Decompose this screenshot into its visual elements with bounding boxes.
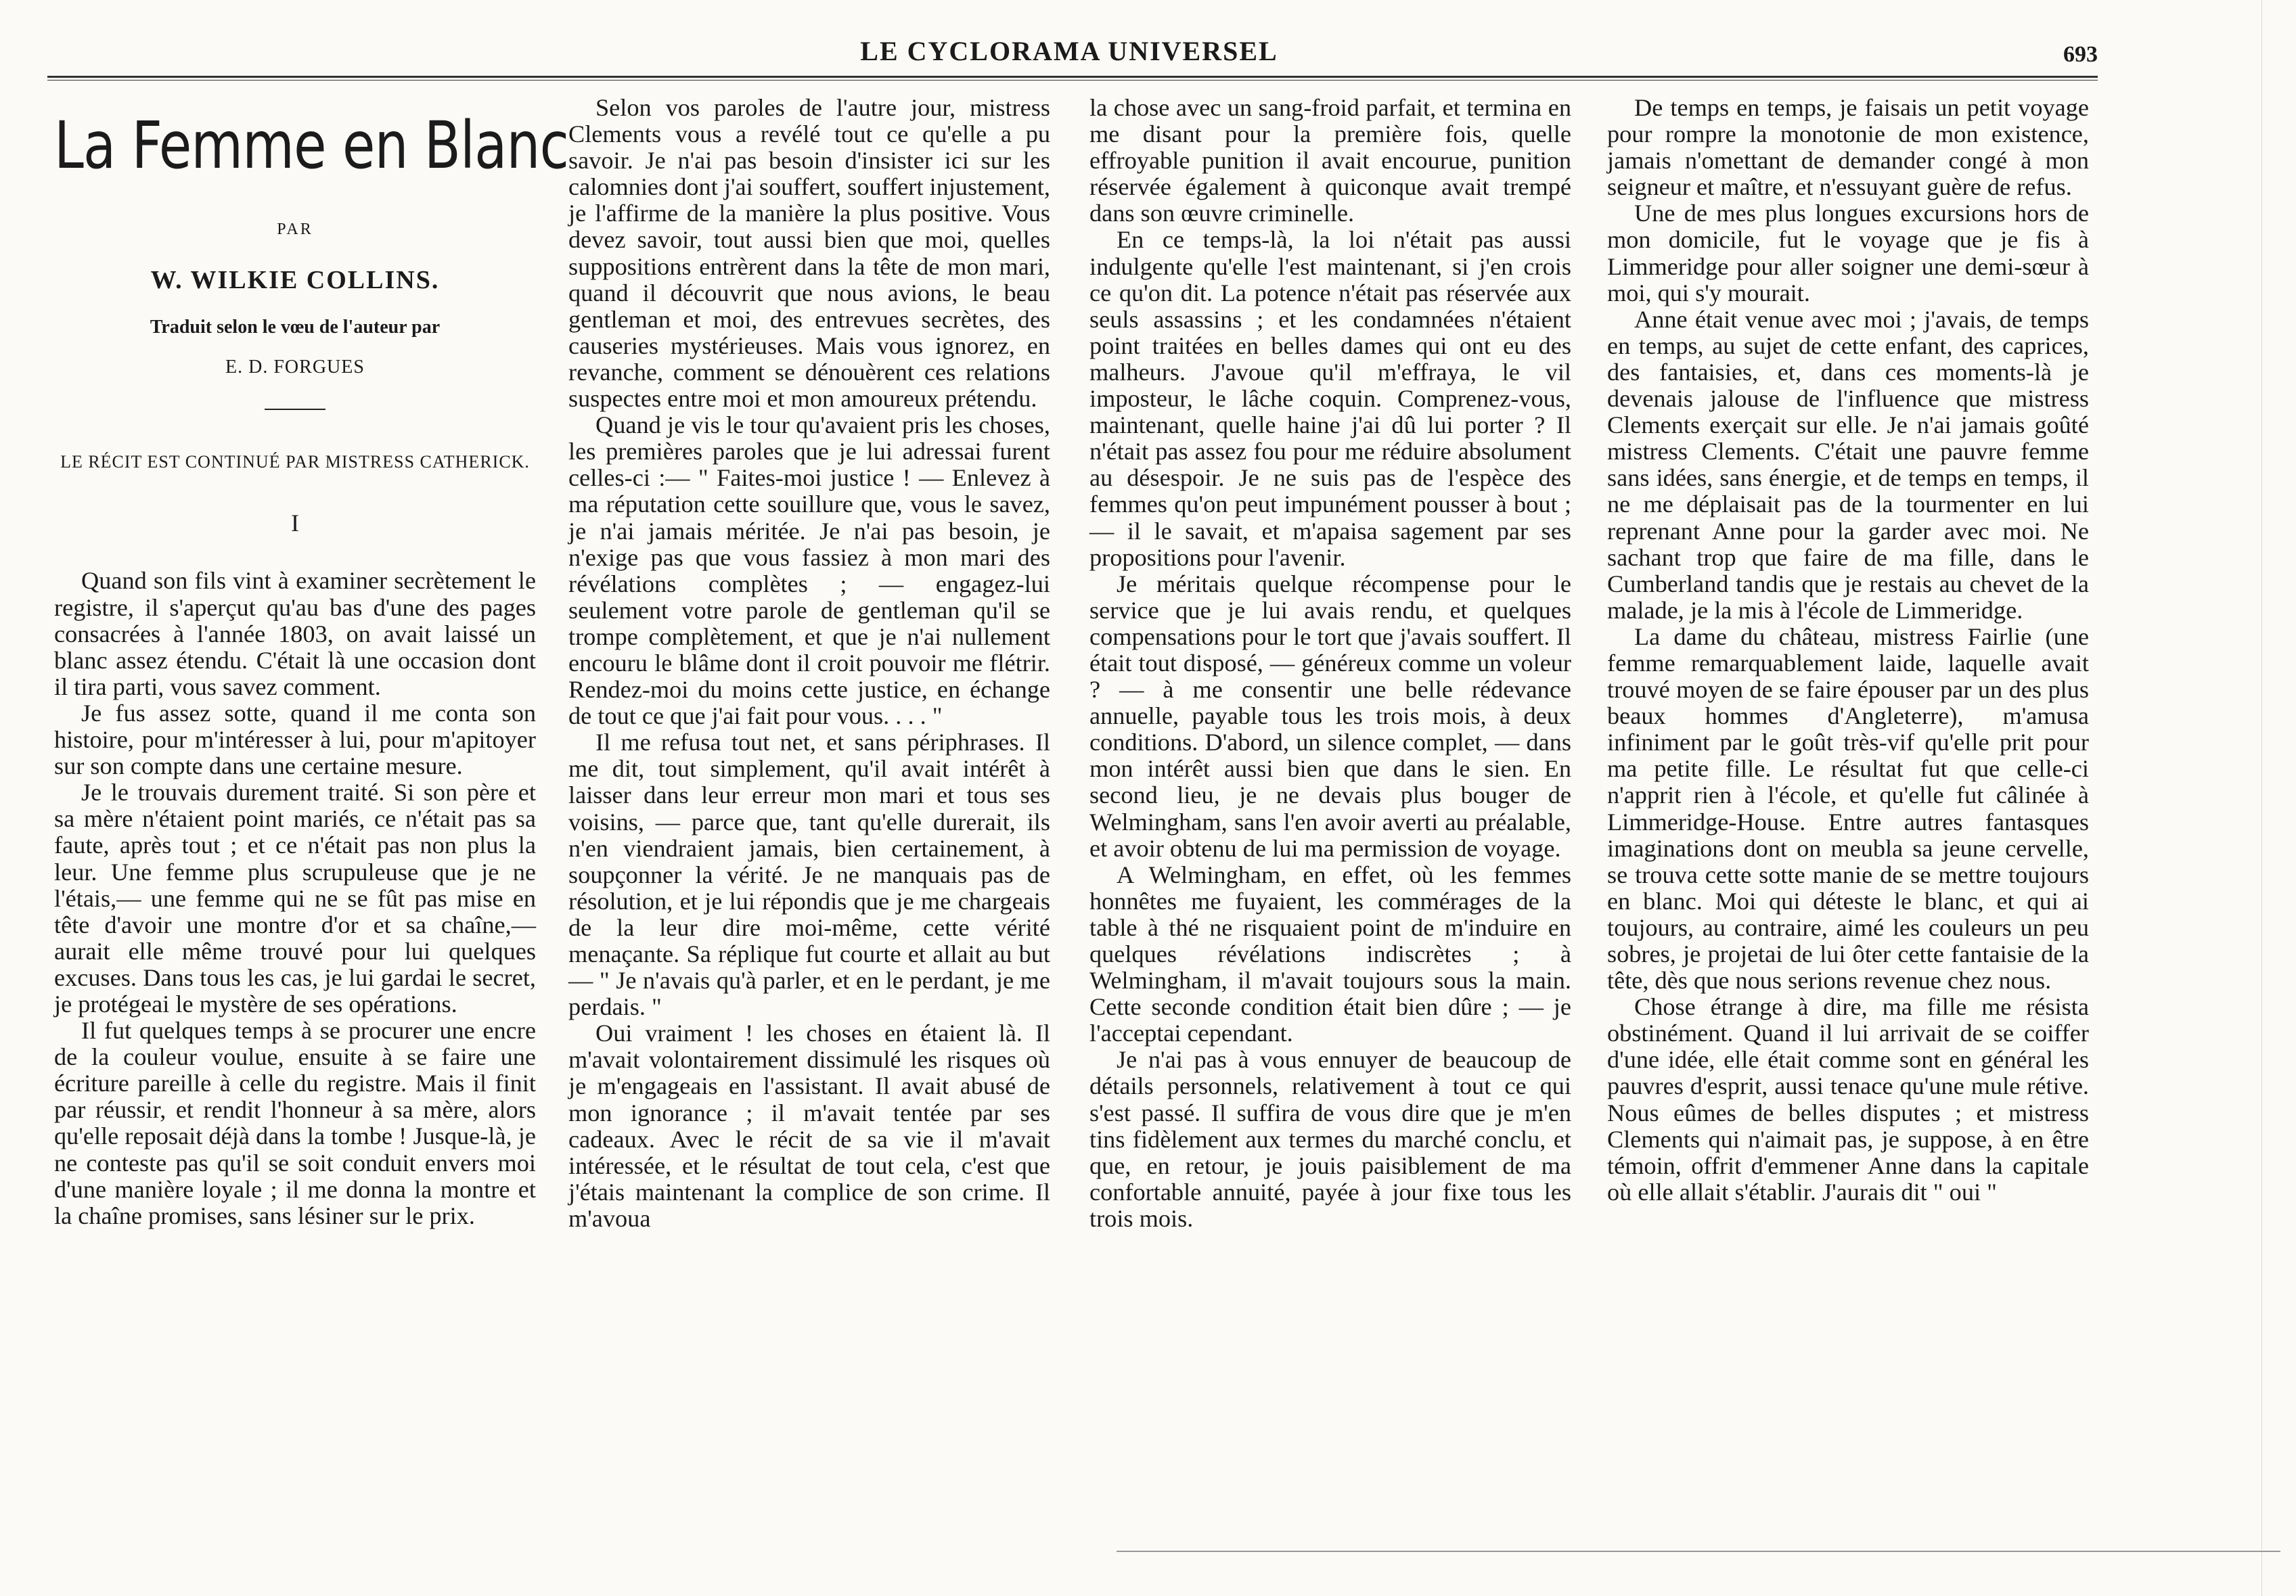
paragraph: Une de mes plus longues excursions hors de mon domicile, fut le voyage que je fis à Limmeridge pour aller soigner une demi-sœur à moi, qui s'y mourait.	[1607, 200, 2089, 306]
paragraph: la chose avec un sang-froid parfait, et termina en me disant pour la première fois, quelle effroyable punition il avait encourue, punition réservée également à quiconque avait trempé dans son œuvre criminelle.	[1089, 94, 1571, 227]
paragraph: Quand je vis le tour qu'avaient pris les choses, les premières paroles que je lui adressai furent celles-ci :— " Faites-moi justice ! — Enlevez à ma réputation cette souillure que, vous le savez, je n'ai jamais méritée. Je n'ai pas besoin, je n'exige pas que vous fassiez à mon mari des révélations complètes ; — engagez-lui seulement votre parole de gentleman qu'il se trompe complètement, et que je n'ai nullement encouru le blâme dont il croit pouvoir me flétrir. Rendez-moi du moins cette justice, en échange de tout ce que j'ai fait pour vous. . . . "	[568, 411, 1050, 730]
page-number: 693	[2063, 42, 2098, 67]
paragraph: Quand son fils vint à examiner secrètement le registre, il s'aperçut qu'au bas d'une des pages consacrées à l'année 1803, on avait laissé un blanc assez étendu. C'était là une occasion dont il tira parti, vous savez comment.	[54, 567, 536, 700]
paragraph: A Welmingham, en effet, où les femmes honnêtes me fuyaient, les commérages de la table à thé ne risquaient point de m'induire en quelques révélations indiscrètes ; à Welmingham, il m'avait toujours sous la main. Cette seconde condition était bien dûre ; — je l'acceptai cependant.	[1089, 861, 1571, 1047]
paragraph: Oui vraiment ! les choses en étaient là. Il m'avait volontairement dissimulé les risques où je m'engageais en l'assistant. Il avait abusé de mon ignorance ; il m'avait tentée par ses cadeaux. Avec le récit de sa vie il m'avait intéressée, et le résultat de tout cela, c'est que j'étais maintenant la complice de son crime. Il m'avoua	[568, 1020, 1050, 1232]
bottom-rule	[1117, 1551, 2280, 1552]
title-divider	[265, 409, 325, 410]
translator-line: Traduit selon le vœu de l'auteur par	[150, 317, 441, 338]
paragraph: Je le trouvais durement traité. Si son père et sa mère n'étaient point mariés, ce n'était pas sa faute, après tout ; et ce n'était pas non plus la leur. Une femme plus scrupuleuse que je ne l'étais,— une femme qui ne se fût pas mise en tête d'avoir une montre d'or et sa chaîne,— aurait elle même trouvé pour lui quelques excuses. Dans tous les cas, je lui gardai le secret, je protégeai le mystère de ses opérations.	[54, 779, 536, 1018]
column-4	[1607, 95, 2089, 1206]
paragraph: Il me refusa tout net, et sans périphrases. Il me dit, tout simplement, qu'il avait intérêt à laisser dans leur erreur mon mari et tous ses voisins, — parce que, tant qu'elle durerait, ils n'en viendraient jamais, bien certainement, à soupçonner la vérité. Je ne manquais pas de résolution, et je lui répondis que je me chargeais de la leur dire moi-même, cette vérité menaçante. Sa réplique fut courte et allait au but — " Je n'avais qu'à parler, et en le perdant, je me perdais. "	[568, 729, 1050, 1021]
byline-par: PAR	[277, 221, 313, 238]
paragraph: La dame du château, mistress Fairlie (une femme remarquablement laide, laquelle avait trouvé moyen de se faire épouser par un des plus beaux hommes d'Angleterre), m'amusa infiniment par le goût très-vif qu'elle prit pour ma petite fille. Le résultat fut que celle-ci n'apprit rien à l'école, et qu'elle fut câlinée à Limmeridge-House. Entre autres fantasques imaginations dont on meubla sa jeune cervelle, se trouva cette sotte manie de se mettre toujours en blanc. Moi qui déteste le blanc, et qui ai toujours, au contraire, aimé les couleurs un peu sobres, je projetai de lui ôter cette fantaisie de la tête, dès que nous serions revenue chez nous.	[1607, 622, 2089, 995]
chapter-number: I	[291, 509, 299, 537]
paragraph: De temps en temps, je faisais un petit voyage pour rompre la monotonie de mon existence, jamais n'omettant de demander congé à mon seigneur et maître, et n'essuyant guère de refus.	[1607, 94, 2089, 201]
author-name: W. WILKIE COLLINS.	[150, 266, 440, 295]
running-title: LE CYCLORAMA UNIVERSEL	[860, 36, 1278, 66]
paragraph: En ce temps-là, la loi n'était pas aussi indulgente qu'elle l'est maintenant, si j'en crois ce qu'on dit. La potence n'était pas réservée aux seuls assassins ; et les condamnées n'étaient point traitées en belles dames qui ont eu des malheurs. J'avoue qu'il m'effraya, le vil imposteur, le lâche coquin. Comprenez-vous, maintenant, quelle haine j'ai dû lui porter ? Il n'était pas assez fou pour me réduire absolument au désespoir. Je ne suis pas de l'espèce des femmes qu'on peut impunément pousser à bout ; — il le savait, et m'apaisa sagement par ses propositions pour l'avenir.	[1089, 226, 1571, 571]
paragraph: Chose étrange à dire, ma fille me résista obstinément. Quand il lui arrivait de se coiffer d'une idée, elle était comme sont en général les pauvres d'esprit, aussi tenace qu'une mule rétive. Nous eûmes de belles disputes ; et mistress Clements qui n'aimait pas, je suppose, à en être témoin, offrit d'emmener Anne dans la capitale où elle allait s'établir. J'aurais dit " oui "	[1607, 993, 2089, 1206]
paragraph: Je fus assez sotte, quand il me conta son histoire, pour m'intéresser à lui, pour m'apitoyer sur son compte dans une certaine mesure.	[54, 699, 536, 780]
paragraph: Il fut quelques temps à se procurer une encre de la couleur voulue, ensuite à se faire une écriture pareille à celle du registre. Mais il finit par réussir, et rendit l'honneur à sa mère, alors qu'elle reposait déjà dans la tombe ! Jusque-là, je ne conteste pas qu'il se soit conduit envers moi d'une manière loyale ; il me donna la montre et la chaîne promises, sans lésiner sur le prix.	[54, 1017, 536, 1229]
paragraph: Selon vos paroles de l'autre jour, mistress Clements vous a revélé tout ce qu'elle a pu savoir. Je n'ai pas besoin d'insister ici sur les calomnies dont j'ai souffert, souffert injustement, je l'affirme de la manière la plus positive. Vous devez savoir, tout aussi bien que moi, quelles suppositions entrèrent dans la tête de mon mari, quand il découvrit que nous avions, le beau gentleman et moi, des entrevues secrètes, des causeries mystérieuses. Mais vous ignorez, en revanche, comment se dénouèrent ces relations suspectes entre moi et mon amoureux prétendu.	[568, 94, 1050, 413]
column-3	[1089, 95, 1571, 1232]
paragraph: Je méritais quelque récompense pour le service que je lui avais rendu, et quelques compensations pour le tort que j'avais souffert. Il était tout disposé, — généreux comme un voleur ? — à me consentir une belle rédevance annuelle, payable tous les trois mois, à deux conditions. D'abord, un silence complet, — dans mon intérêt aussi bien que dans le sien. En second lieu, je ne devais plus bouger de Welmingham, sans l'en avoir averti au préalable, et avoir obtenu de lui ma permission de voyage.	[1089, 570, 1571, 862]
header-rule	[47, 76, 2098, 81]
page-edge	[2261, 0, 2289, 1596]
running-header	[47, 35, 2098, 76]
paragraph: Je n'ai pas à vous ennuyer de beaucoup de détails personnels, relativement à tout ce qui s'est passé. Il suffira de vous dire que je m'en tins fidèlement aux termes du marché conclu, et que, en retour, je jouis paisiblement de ma confortable annuité, payée à jour fixe tous les trois mois.	[1089, 1046, 1571, 1232]
article-title: La Femme en Blanc	[54, 108, 569, 183]
column-1	[54, 95, 569, 1229]
section-note: LE RÉCIT EST CONTINUÉ PAR MISTRESS CATHERICK.	[60, 452, 530, 472]
column-2	[568, 95, 1050, 1232]
translator-name: E. D. FORGUES	[225, 357, 365, 378]
paragraph: Anne était venue avec moi ; j'avais, de temps en temps, au sujet de cette enfant, des caprices, des fantaisies, et, dans ces moments-là je devenais jalouse de l'influence que mistress Clements exerçait sur elle. Je n'ai jamais goûté mistress Clements. C'était une pauvre femme sans idées, sans énergie, et de temps en temps, il ne me déplaisait pas de la tourmenter en lui reprenant Anne pour la garder avec moi. Ne sachant trop que faire de ma fille, dans le Cumberland tandis que je restais au chevet de la malade, je la mis à l'école de Limmeridge.	[1607, 305, 2089, 624]
